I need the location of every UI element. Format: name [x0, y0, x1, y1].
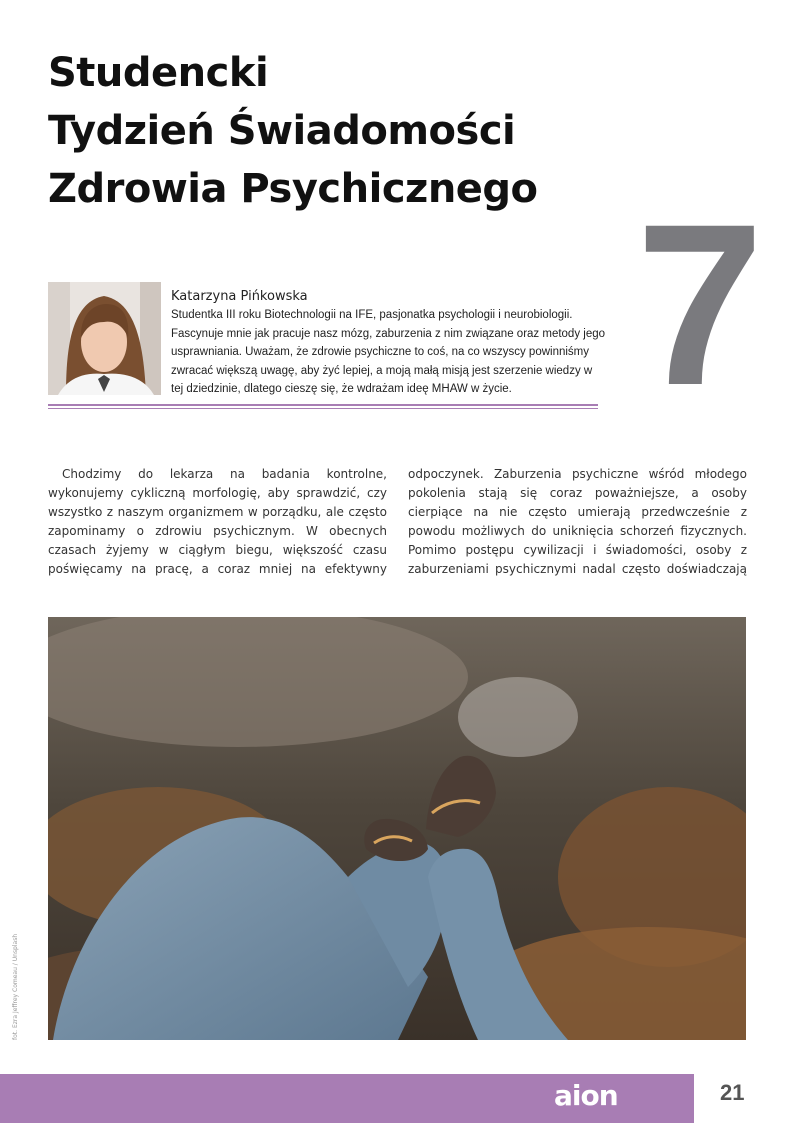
page-number: 21 — [720, 1080, 745, 1105]
author-name: Katarzyna Pińkowska — [171, 289, 308, 304]
body-column-left: Chodzimy do lekarza na badania kontrolne, wykonujemy cykliczną morfologię, aby sprawdzić, czy wszystko z naszym organizmem w porządku, ale często zapominamy o zdrowiu psychicznym. W obecnych czasach żyjemy w ciągłym biegu, większość czasu poświęcamy na pracę, a coraz mniej na efektywny — [48, 467, 387, 576]
author-photo — [48, 282, 161, 395]
author-bio: Studentka III roku Biotechnologii na IFE, pasjonatka psychologii i neurobiologii. Fascynuje mnie jak pracuje nasz mózg, zaburzenia z nim związane oraz metody jego usprawniania. Uważam, że zdrowie psychiczne to coś, na co wszyscy powinniśmy zwracać większą uwagę, aby żyć lepiej, a moją małą misją jest szerzenie wiedzy w tej dziedzinie, dlatego cieszę się, że wdrażam ideę MHAW w życie. — [171, 309, 606, 395]
title-line-3: Zdrowia Psychicznego — [48, 166, 538, 212]
divider-line — [48, 404, 598, 406]
title-line-1: Studencki — [48, 50, 269, 96]
body-column-right: odpoczynek. Zaburzenia psychiczne wśród młodego pokolenia stają się coraz poważniejsze, a osoby cierpiące na nie często umierają przedwcześnie z powodu możliwych do uniknięcia schorzeń fizycznych. Pomimo postępu cywilizacji i świadomości, osoby z zaburzeniami psychicznymi nadal często doświadczają — [408, 467, 747, 576]
divider-line-thin — [48, 408, 598, 409]
photo-credit: fot. Ezra Jeffrey Comeau / Unsplash — [12, 933, 19, 1040]
article-number: 7 — [636, 176, 764, 433]
aion-logo: aion — [554, 1079, 618, 1112]
article-title — [48, 44, 648, 218]
feature-photo — [48, 617, 746, 1040]
title-line-2: Tydzień Świadomości — [48, 108, 516, 154]
